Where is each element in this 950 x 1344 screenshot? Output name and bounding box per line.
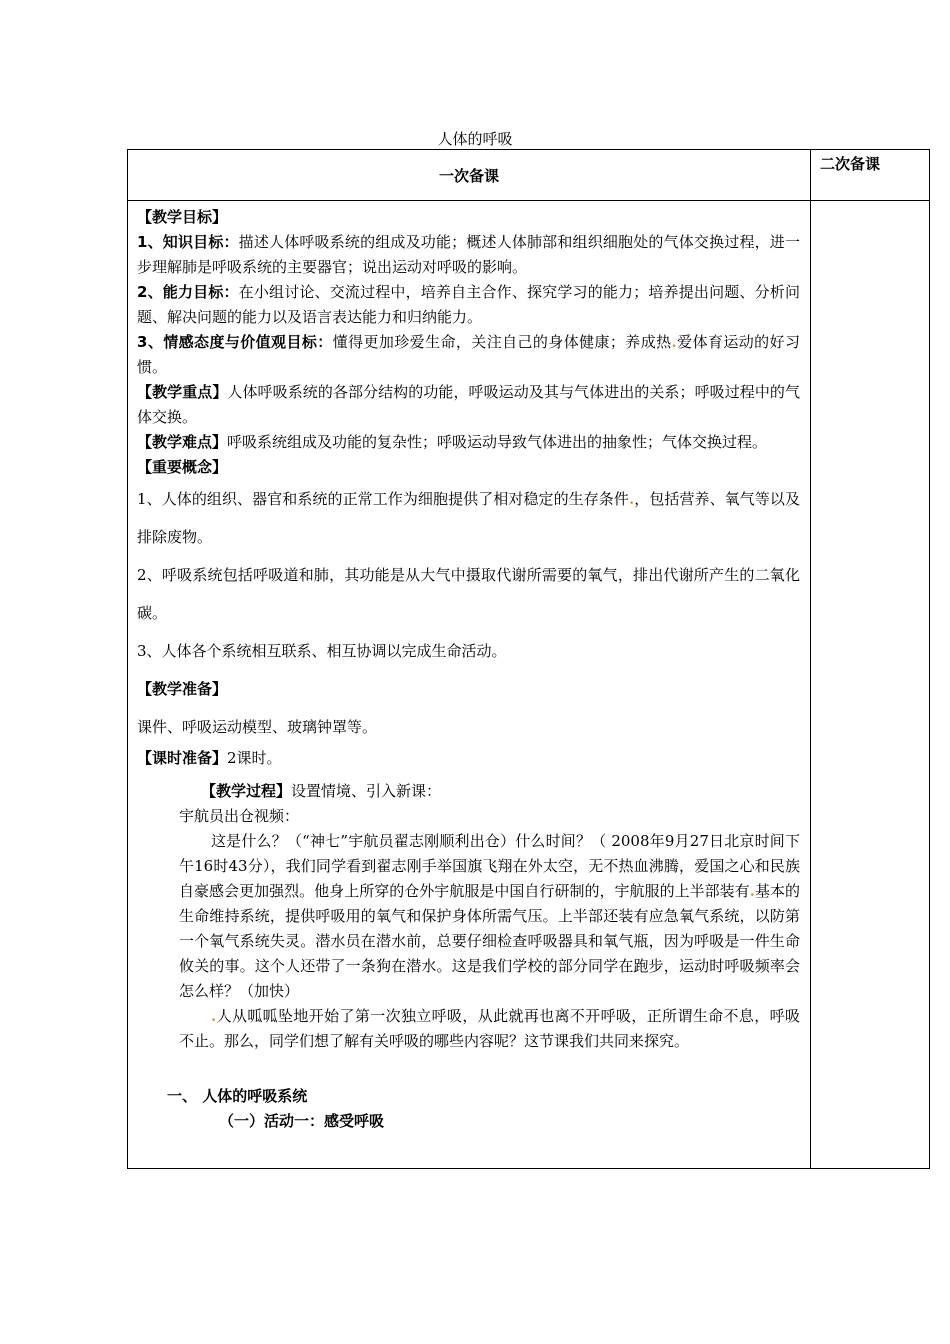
activity-feel-breathing: （一）活动一：感受呼吸 <box>219 1112 385 1130</box>
period: 【课时准备】2课时。 <box>137 749 282 767</box>
concepts-title: 【重要概念】 <box>137 458 228 476</box>
second-prep-content <box>811 201 930 1169</box>
prep-text: 课件、呼吸运动模型、玻璃钟罩等。 <box>137 718 378 736</box>
key-points: 【教学重点】人体呼吸系统的各部分结构的功能，呼吸运动及其与气体进出的关系；呼吸过程中的气体交换。 <box>137 383 800 426</box>
mark-dot: . <box>671 333 677 351</box>
video-line: 宇航员出仓视频： <box>179 807 300 825</box>
goals-title: 【教学目标】 <box>137 208 228 226</box>
prep-title: 【教学准备】 <box>137 680 228 698</box>
mark-dot: . <box>749 882 755 900</box>
concept-2: 2、呼吸系统包括呼吸道和肺，其功能是从大气中摄取代谢所需要的氧气，排出代谢所产生的二氧化碳。 <box>137 566 800 622</box>
difficult-points: 【教学难点】呼吸系统组成及功能的复杂性；呼吸运动导致气体进出的抽象性；气体交换过程。 <box>137 433 768 451</box>
goal-emotion: 3、情感态度与价值观目标：懂得更加珍爱生命，关注自己的身体健康；养成热.爱体育运动的好习惯。 <box>137 333 800 376</box>
section-respiratory-system: 一、 人体的呼吸系统 <box>167 1087 308 1105</box>
header-second-prep: 二次备课 <box>811 150 930 201</box>
mark-dot: . <box>628 490 635 508</box>
header-first-prep: 一次备课 <box>128 150 811 201</box>
page-title: 人体的呼吸 <box>437 130 513 148</box>
concept-1: 1、人体的组织、器官和系统的正常工作为细胞提供了相对稳定的生存条件.，包括营养、氧气等以及排除废物。 <box>137 490 800 546</box>
goal-ability: 2、能力目标：在小组讨论、交流过程中，培养自主合作、探究学习的能力；培养提出问题、分析问题、解决问题的能力以及语言表达能力和归纳能力。 <box>137 283 800 326</box>
first-prep-content <box>128 201 811 1169</box>
born-paragraph: .人从呱呱坠地开始了第一次独立呼吸，从此就再也离不开呼吸，正所谓生命不息，呼吸不止。那么，同学们想了解有关呼吸的哪些内容呢？这节课我们共同来探究。 <box>179 1007 800 1050</box>
lesson-plan-table <box>127 149 930 1169</box>
mark-dot: . <box>211 1007 217 1025</box>
story-paragraph: 这是什么？（“神七”宇航员翟志刚顺利出仓）什么时间？（ 2008年9月27日北京时间下午16时43分），我们同学看到翟志刚手举国旗飞翔在外太空，无不热血沸腾，爱国之心和民族自豪感会更加强烈。他身上所穿的仓外宇航服是中国自行研制的，宇航服的上半部装有.基本的生命维持系统，提供呼吸用的氧气和保护身体所需气压。上半部还装有应急氧气系统，以防第一个氧气系统失灵。潜水员在潜水前，总要仔细检查呼吸器具和氧气瓶，因为呼吸是一件生命攸关的事。这个人还带了一条狗在潜水。这是我们学校的部分同学在跑步，运动时呼吸频率会怎么样？（加快） <box>179 832 800 1000</box>
concept-3: 3、人体各个系统相互联系、相互协调以完成生命活动。 <box>137 642 507 660</box>
process-intro: 【教学过程】设置情境、引入新课： <box>201 782 442 800</box>
goal-knowledge: 1、知识目标：描述人体呼吸系统的组成及功能；概述人体肺部和组织细胞处的气体交换过程，进一步理解肺是呼吸系统的主要器官；说出运动对呼吸的影响。 <box>137 233 800 276</box>
